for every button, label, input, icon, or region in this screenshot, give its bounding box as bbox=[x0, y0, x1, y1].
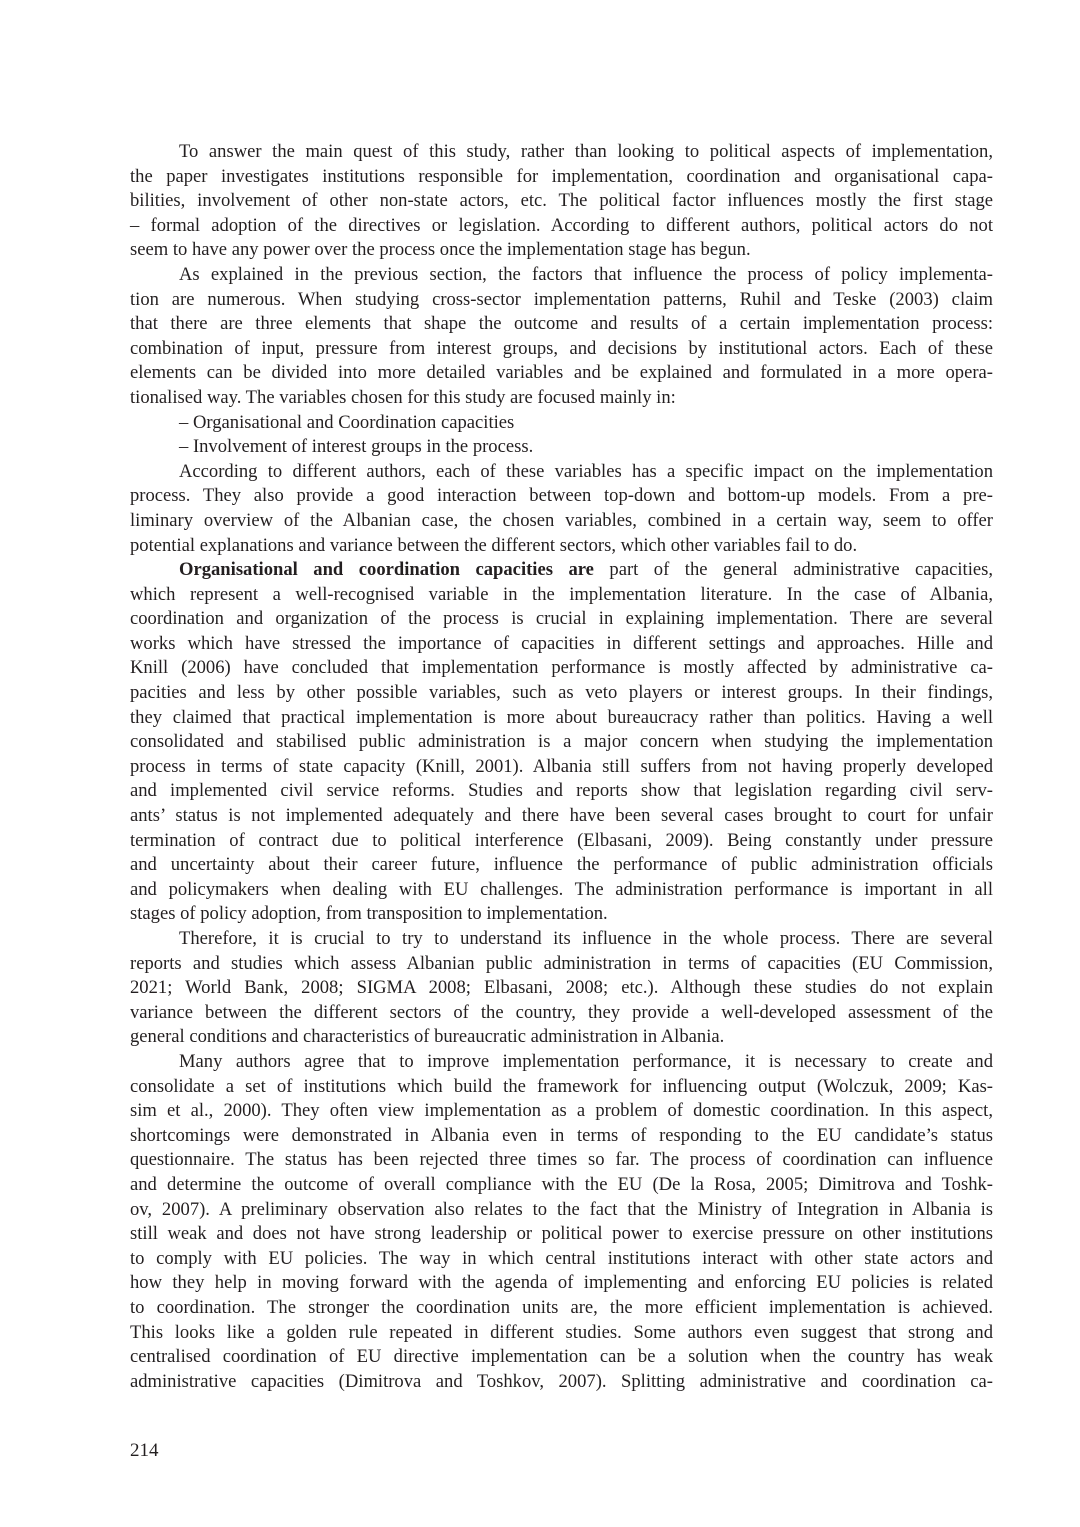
text-line: As explained in the previous section, the factors that influence the process of policy implementa- bbox=[179, 263, 993, 285]
text-line: shortcomings were demonstrated in Albania even in terms of responding to the EU candidate’s status bbox=[130, 1124, 993, 1146]
text-line: process. They also provide a good interaction between top-down and bottom-up models. From a pre- bbox=[130, 485, 993, 507]
text-line: general conditions and characteristics of bureaucratic administration in Albania. bbox=[130, 1026, 725, 1048]
text-line: tion are numerous. When studying cross-sector implementation patterns, Ruhil and Teske (2003) claim bbox=[130, 288, 993, 310]
text-line: – Involvement of interest groups in the process. bbox=[179, 436, 534, 458]
text-line: which represent a well-recognised variable in the implementation literature. In the case of Albania, bbox=[130, 583, 993, 605]
text-line: sim et al., 2000). They often view implementation as a problem of domestic coordination. In this aspect, bbox=[130, 1100, 993, 1122]
text-line: – Organisational and Coordination capacities bbox=[179, 411, 515, 433]
text-line: that there are three elements that shape the outcome and results of a certain implementation process: bbox=[130, 313, 993, 335]
text-line: Therefore, it is crucial to try to understand its influence in the whole process. There are several bbox=[179, 928, 993, 949]
text-line: pacities and less by other possible variables, such as veto players or interest groups. In their findings, bbox=[130, 682, 993, 704]
text-line: reports and studies which assess Albanian public administration in terms of capacities (EU Commission, bbox=[130, 952, 993, 974]
text-line: and determine the outcome of overall compliance with the EU (De la Rosa, 2005; Dimitrova and Toshk- bbox=[130, 1173, 993, 1195]
text-line: to comply with EU policies. The way in which central institutions interact with other state actors and bbox=[130, 1247, 993, 1269]
text-line: consolidated and stabilised public administration is a major concern when studying the implementation bbox=[130, 731, 993, 753]
text-line: still weak and does not have strong leadership or political power to exercise pressure on other institutions bbox=[130, 1223, 993, 1245]
text-line: ov, 2007). A preliminary observation also relates to the fact that the Ministry of Integration in Albania is bbox=[130, 1198, 993, 1220]
text-line: termination of contract due to political interference (Elbasani, 2009). Being constantly under pressure bbox=[130, 829, 993, 851]
text-line: how they help in moving forward with the agenda of implementing and enforcing EU policies is related bbox=[130, 1272, 993, 1294]
paragraph bbox=[130, 1050, 993, 1394]
text-line: ants’ status is not implemented adequately and there have been several cases brought to court for unfair bbox=[130, 805, 993, 827]
paragraph bbox=[130, 263, 993, 411]
text-line: and policymakers when dealing with EU challenges. The administration performance is important in all bbox=[130, 878, 993, 900]
text-run: part of the general administrative capacities, bbox=[593, 559, 993, 581]
text-line: consolidate a set of institutions which build the framework for influencing output (Wolczuk, 2009; Kas- bbox=[130, 1075, 993, 1097]
paragraph bbox=[130, 140, 993, 263]
paragraph bbox=[130, 927, 993, 1050]
text-line bbox=[130, 558, 993, 583]
text-line: bilities, involvement of other non-state actors, etc. The political factor influences mostly the first stage bbox=[130, 190, 993, 212]
text-line: seem to have any power over the process once the implementation stage has begun. bbox=[130, 239, 751, 261]
text-line: process in terms of state capacity (Knill, 2001). Albania still suffers from not having properly developed bbox=[130, 755, 993, 777]
text-line: coordination and organization of the process is crucial in explaining implementation. There are several bbox=[130, 608, 993, 630]
body-text bbox=[130, 140, 993, 1394]
text-line: administrative capacities (Dimitrova and Toshkov, 2007). Splitting administrative and coordination ca- bbox=[130, 1370, 993, 1392]
text-line: the paper investigates institutions responsible for implementation, coordination and organisational capa- bbox=[130, 165, 993, 187]
text-line: 2021; World Bank, 2008; SIGMA 2008; Elbasani, 2008; etc.). Although these studies do not explain bbox=[130, 977, 993, 999]
bold-run-in-heading: Organisational and coordination capacities are bbox=[179, 559, 594, 581]
text-line: To answer the main quest of this study, rather than looking to political aspects of implementation, bbox=[179, 141, 993, 162]
text-line: stages of policy adoption, from transposition to implementation. bbox=[130, 903, 608, 925]
list-item bbox=[130, 435, 993, 460]
text-line: centralised coordination of EU directive implementation can be a solution when the country has weak bbox=[130, 1346, 993, 1368]
text-line: potential explanations and variance between the different sectors, which other variables fail to do. bbox=[130, 534, 858, 556]
text-line: they claimed that practical implementation is more about bureaucracy rather than politics. Having a well bbox=[130, 706, 993, 728]
text-line: According to different authors, each of these variables has a specific impact on the implementation bbox=[179, 460, 993, 482]
text-line: tionalised way. The variables chosen for this study are focused mainly in: bbox=[130, 386, 676, 408]
text-line: works which have stressed the importance of capacities in different settings and approaches. Hille and bbox=[130, 632, 993, 654]
paragraph bbox=[130, 460, 993, 558]
text-line: and implemented civil service reforms. Studies and reports show that legislation regarding civil serv- bbox=[130, 780, 993, 802]
text-line: variance between the different sectors of the country, they provide a well-developed assessment of the bbox=[130, 1001, 993, 1023]
text-line: combination of input, pressure from interest groups, and decisions by institutional actors. Each of these bbox=[130, 337, 993, 359]
text-line: questionnaire. The status has been rejected three times so far. The process of coordination can influence bbox=[130, 1149, 993, 1171]
text-line: Knill (2006) have concluded that implementation performance is mostly affected by administrative ca- bbox=[130, 657, 993, 679]
text-line: to coordination. The stronger the coordination units are, the more efficient implementation is achieved. bbox=[130, 1296, 993, 1318]
paragraph bbox=[130, 558, 993, 927]
text-line: and uncertainty about their career future, influence the performance of public administration officials bbox=[130, 854, 993, 876]
text-line: Many authors agree that to improve implementation performance, it is necessary to create and bbox=[179, 1050, 993, 1072]
page-number: 214 bbox=[130, 1440, 159, 1461]
text-line: liminary overview of the Albanian case, the chosen variables, combined in a certain way, seem to offer bbox=[130, 509, 993, 531]
list-item bbox=[130, 411, 993, 436]
text-line: – formal adoption of the directives or legislation. According to different authors, political actors do not bbox=[130, 214, 993, 236]
text-line: This looks like a golden rule repeated in different studies. Some authors even suggest that strong and bbox=[130, 1321, 993, 1343]
text-line: elements can be divided into more detailed variables and be explained and formulated in a more opera- bbox=[130, 362, 993, 384]
